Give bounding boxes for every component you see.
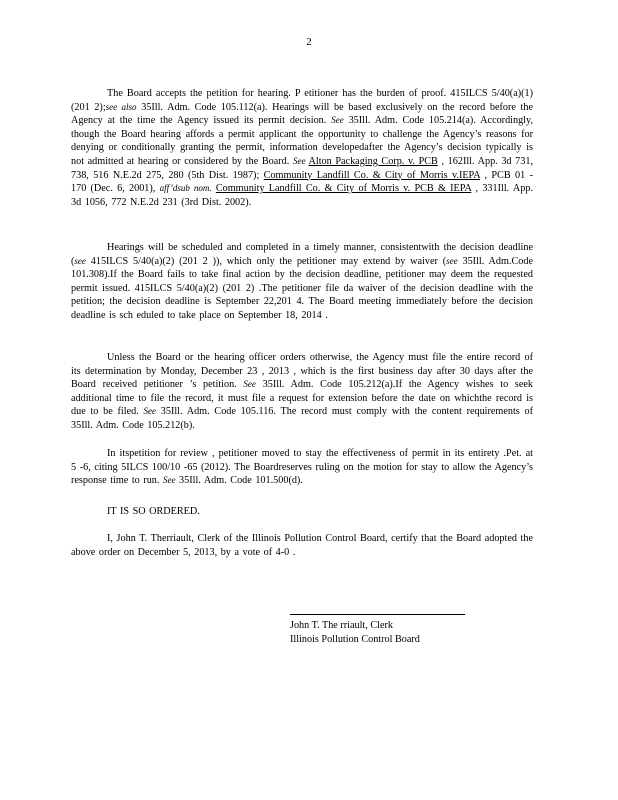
- signal-italic: See: [331, 115, 344, 126]
- text: 35Ill. Adm. Code 105.112(a). Hearings will be based exclusively on the record before the Agency at the time the Agency issued its permit decision.: [71, 101, 533, 127]
- certification-text: I, John T. Therriault, Clerk of the Illinois Pollution Control Board, certify that the Board adopted the above order on December 5, 2013, by a vote of 4-0 .: [71, 533, 533, 558]
- paragraph-hearings-scheduled: [71, 241, 533, 323]
- text: 415ILCS 5/40(a)(2) (201 2 )), which only the petitioner may extend by waiver (: [85, 255, 447, 267]
- text: 35Ill. Adm. Code 101.500(d).: [175, 475, 303, 487]
- text: 35Ill. Adm. Code 105.214(a). Accordingly, though the Board hearing affords a permit applicant the opportunity to challenge the Agency’s reasons for denying or conditionally granting the permit, information developedafter the Agency’s decision typically is not admitted at hearing or considered by the Board.: [71, 115, 533, 167]
- signal-italic: See: [143, 406, 156, 417]
- paragraph-clerk-certification: [71, 532, 533, 559]
- so-ordered-text: IT IS SO ORDERED.: [107, 506, 200, 517]
- text: , 331Ill. App. 3d 1056, 772 N.E.2d 231 (3rd Dist. 2002).: [71, 183, 533, 208]
- text: 35Ill. Adm. Code 105.212(a).If the Agency wishes to seek additional time to file the record, it must file a request for extension before the date on whichthe record is due to be filed.: [71, 379, 533, 418]
- text: , PCB 01 - 170 (Dec. 6, 2001),: [71, 169, 533, 195]
- text: Hearings will be scheduled and completed in a timely manner, consistentwith the decision deadline (: [71, 242, 533, 267]
- signal-italic: aff’dsub nom.: [159, 183, 212, 194]
- case-citation: Community Landfill Co. & City of Morris v. PCB & IEPA: [215, 183, 472, 195]
- signature-name: John T. The rriault, Clerk: [290, 620, 393, 631]
- case-citation: Community Landfill Co. & City of Morris v.IEPA: [263, 169, 481, 181]
- signature-block: [290, 619, 420, 646]
- signal-italic: See: [163, 475, 176, 486]
- signature-line: [290, 614, 465, 615]
- signal-italic: See: [243, 379, 256, 390]
- signal-italic: see: [446, 255, 458, 266]
- text: , 162Ill. App. 3d 731, 738, 516 N.E.2d 275, 280 (5th Dist. 1987);: [71, 155, 533, 181]
- signal-italic: See: [292, 155, 306, 166]
- paragraph-agency-record: [71, 351, 533, 433]
- text: The Board accepts the petition for hearing. P etitioner has the burden of proof. 415ILCS 5/40(a)(1) (201 2);: [71, 88, 533, 113]
- text: 35Ill. Adm. Code 105.116. The record must comply with the content requirements of 35Ill. Adm. Code 105.212(b).: [71, 406, 534, 431]
- paragraph-petition-accepted: [71, 87, 533, 209]
- text: Unless the Board or the hearing officer orders otherwise, the Agency must file the entire record of its determination by Monday, December 23 , 2013 , which is the first business day after 30 days after the Board received petitioner ’s petition.: [71, 352, 533, 391]
- text: 35Ill. Adm.Code 101.308).If the Board fails to take final action by the decision deadline, petitioner may deem the requested permit issued. 415ILCS 5/40(a)(2) (201 2) .The petitioner file da waiver of the decision deadline with the petition; the decision deadline is September 22,201 4. The Board meeting immediately before the decision deadline is sch eduled to take place on September 18, 2014 .: [71, 255, 533, 321]
- text: In itspetition for review , petitioner moved to stay the effectiveness of permit in its entirety .Pet. at 5 -6, citing 5ILCS 100/10 -65 (2012). The Boardreserves ruling on the motion for stay to allow the Agency’s response time to run.: [71, 448, 533, 487]
- page-number: 2: [306, 36, 312, 48]
- signature-organization: Illinois Pollution Control Board: [290, 633, 420, 645]
- signal-italic: see: [74, 255, 86, 266]
- case-citation: Alton Packaging Corp. v. PCB: [308, 155, 438, 167]
- signal-italic: see also: [105, 101, 137, 112]
- paragraph-motion-to-stay: [71, 447, 533, 488]
- paragraph-so-ordered: [71, 505, 533, 519]
